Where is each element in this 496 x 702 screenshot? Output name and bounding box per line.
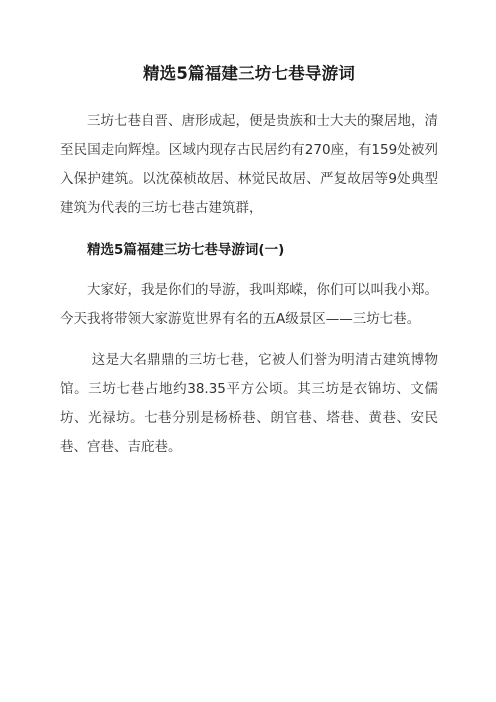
body-paragraph-2: 这是大名鼎鼎的三坊七巷，它被人们誉为明清古建筑博物馆。三坊七巷占地约38.35平方公顷。其三坊是衣锦坊、文儒坊、光禄坊。七巷分别是杨桥巷、朗官巷、塔巷、黄巷、安民巷、宫巷、吉庇巷。 xyxy=(60,352,438,455)
body-paragraph-1: 大家好，我是你们的导游，我叫郑嵘，你们可以叫我小郑。今天我将带领大家游览世界有名的五A级景区——三坊七巷。 xyxy=(60,282,438,327)
section-heading: 精选5篇福建三坊七巷导游词(一) xyxy=(87,242,285,258)
intro-paragraph: 三坊七巷自晋、唐形成起，便是贵族和士大夫的聚居地，清至民国走向辉煌。区域内现存古民居约有270座，有159处被列入保护建筑。以沈葆桢故居、林觉民故居、严复故居等9处典型建筑为代表的三坊七巷古建筑群， xyxy=(60,113,438,216)
document-title: 精选5篇福建三坊七巷导游词 xyxy=(142,64,356,83)
